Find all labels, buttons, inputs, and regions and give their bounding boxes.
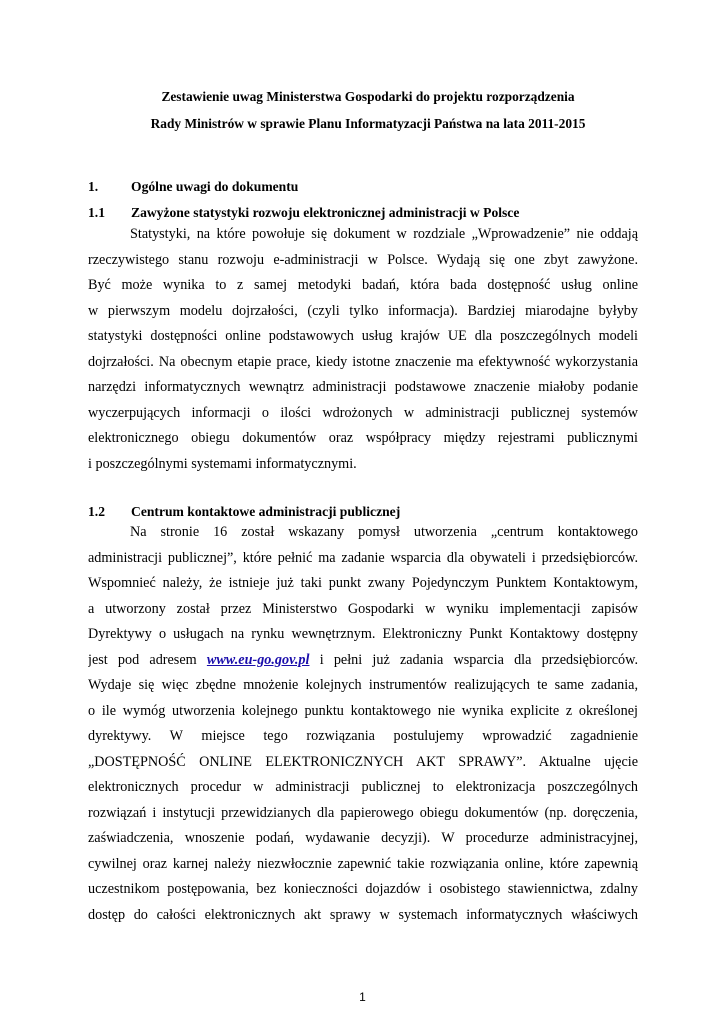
document-title-line-1: Zestawienie uwag Ministerstwa Gospodarki do projektu rozporządzenia (161, 89, 575, 104)
eu-go-link[interactable]: www.eu-go.gov.pl (206, 651, 310, 668)
section-1-2-number: 1.2 (88, 504, 105, 519)
paragraph-line: uczestnikom postępowania, bez konieczności dojazdów i osobistego stawiennictwa, zdalny (88, 881, 638, 897)
section-1-1-number: 1.1 (88, 205, 105, 220)
paragraph-line: o ile wymóg utworzenia kolejnego punktu kontaktowego nie wynika explicite z określonej (88, 702, 638, 719)
document-title-line-2: Rady Ministrów w sprawie Planu Informatyzacji Państwa na lata 2011-2015 (150, 116, 586, 131)
section-1-number: 1. (88, 179, 99, 194)
paragraph-line: Być może wynika to z samej metodyki badań, która bada dostępność usług online (88, 277, 638, 293)
paragraph-line: dostęp do całości elektronicznych akt sprawy w systemach informatycznych właściwych (88, 906, 638, 923)
paragraph-line: elektronicznych procedur w administracji publicznej to elektronizacja poszczególnych (88, 779, 638, 795)
paragraph-line: statystyki dostępności online podstawowych usług krajów UE dla poszczególnych modeli (88, 328, 638, 344)
paragraph-line: „DOSTĘPNOŚĆ ONLINE ELEKTRONICZNYCH AKT SPRAWY”. Aktualne ujęcie (88, 753, 638, 770)
section-1-2-title: Centrum kontaktowe administracji publicznej (131, 504, 401, 519)
paragraph-line: w pierwszym modelu dojrzałości, (czyli tylko informacja). Bardziej miarodajne byłyby (88, 302, 638, 319)
paragraph-line: Wspomnieć należy, że istnieje już taki punkt zwany Pojedynczym Punktem Kontaktowym, (88, 575, 638, 591)
paragraph-line: cywilnej oraz karnej należy niezwłocznie zapewnić takie rozwiązania online, które zapewnią (88, 855, 638, 872)
paragraph-line: i poszczególnymi systemami informatycznymi. (88, 455, 357, 472)
paragraph-line: dojrzałości. Na obecnym etapie prace, kiedy istotne znaczenie ma efektywność wykorzystania (88, 353, 638, 370)
paragraph-line: rzeczywistego stanu rozwoju e-administracji w Polsce. Wydają się one zbyt zawyżone. (88, 251, 638, 268)
paragraph-line: Statystyki, na które powołuje się dokument w rozdziale „Wprowadzenie” nie oddają (130, 226, 638, 242)
link-line-prefix: jest pod adresem (88, 651, 207, 668)
section-1-2-paragraph (88, 520, 638, 928)
paragraph-line: narzędzi informatycznych wewnątrz administracji podstawowe znaczenie miałoby podanie (88, 379, 638, 395)
paragraph-line: zaświadczenia, wnoszenie podań, wydawanie decyzji). W procedurze administracyjnej, (88, 830, 638, 846)
section-1-2-heading (88, 503, 400, 521)
section-1-title: Ogólne uwagi do dokumentu (131, 179, 299, 194)
paragraph-line: rozwiązań i instytucji przewidzianych dla papierowego obiegu dokumentów (np. doręczenia, (88, 804, 638, 821)
section-1-heading (88, 178, 298, 196)
paragraph-line: administracji publicznej”, które pełnić ma zadanie wsparcia dla obywateli i przedsiębiorców. (88, 549, 638, 566)
paragraph-line: Wydaje się więc zbędne mnożenie kolejnych instrumentów realizujących te same zadania, (88, 677, 638, 693)
paragraph-line: dyrektywy. W miejsce tego rozwiązania postulujemy wprowadzić zagadnienie (88, 728, 638, 744)
paragraph-line: elektronicznego obiegu dokumentów oraz współpracy między rejestrami publicznymi (88, 430, 638, 446)
section-1-1-title: Zawyżone statystyki rozwoju elektronicznej administracji w Polsce (131, 205, 520, 220)
page-number: 1 (359, 990, 366, 1004)
paragraph-line: wyczerpujących informacji o ilości wdrożonych w administracji publicznej systemów (88, 404, 638, 421)
paragraph-line: Na stronie 16 został wskazany pomysł utworzenia „centrum kontaktowego (130, 524, 638, 540)
paragraph-line: a utworzony został przez Ministerstwo Gospodarki w wyniku implementacji zapisów (88, 600, 638, 617)
link-line-suffix: i pełni już zadania wsparcia dla przedsiębiorców. (309, 651, 638, 668)
paragraph-line: Dyrektywy o usługach na rynku wewnętrznym. Elektroniczny Punkt Kontaktowy dostępny (88, 626, 638, 642)
paragraph-line-with-link (88, 648, 638, 674)
section-1-1-heading (88, 204, 519, 222)
section-1-1-paragraph (88, 222, 638, 477)
